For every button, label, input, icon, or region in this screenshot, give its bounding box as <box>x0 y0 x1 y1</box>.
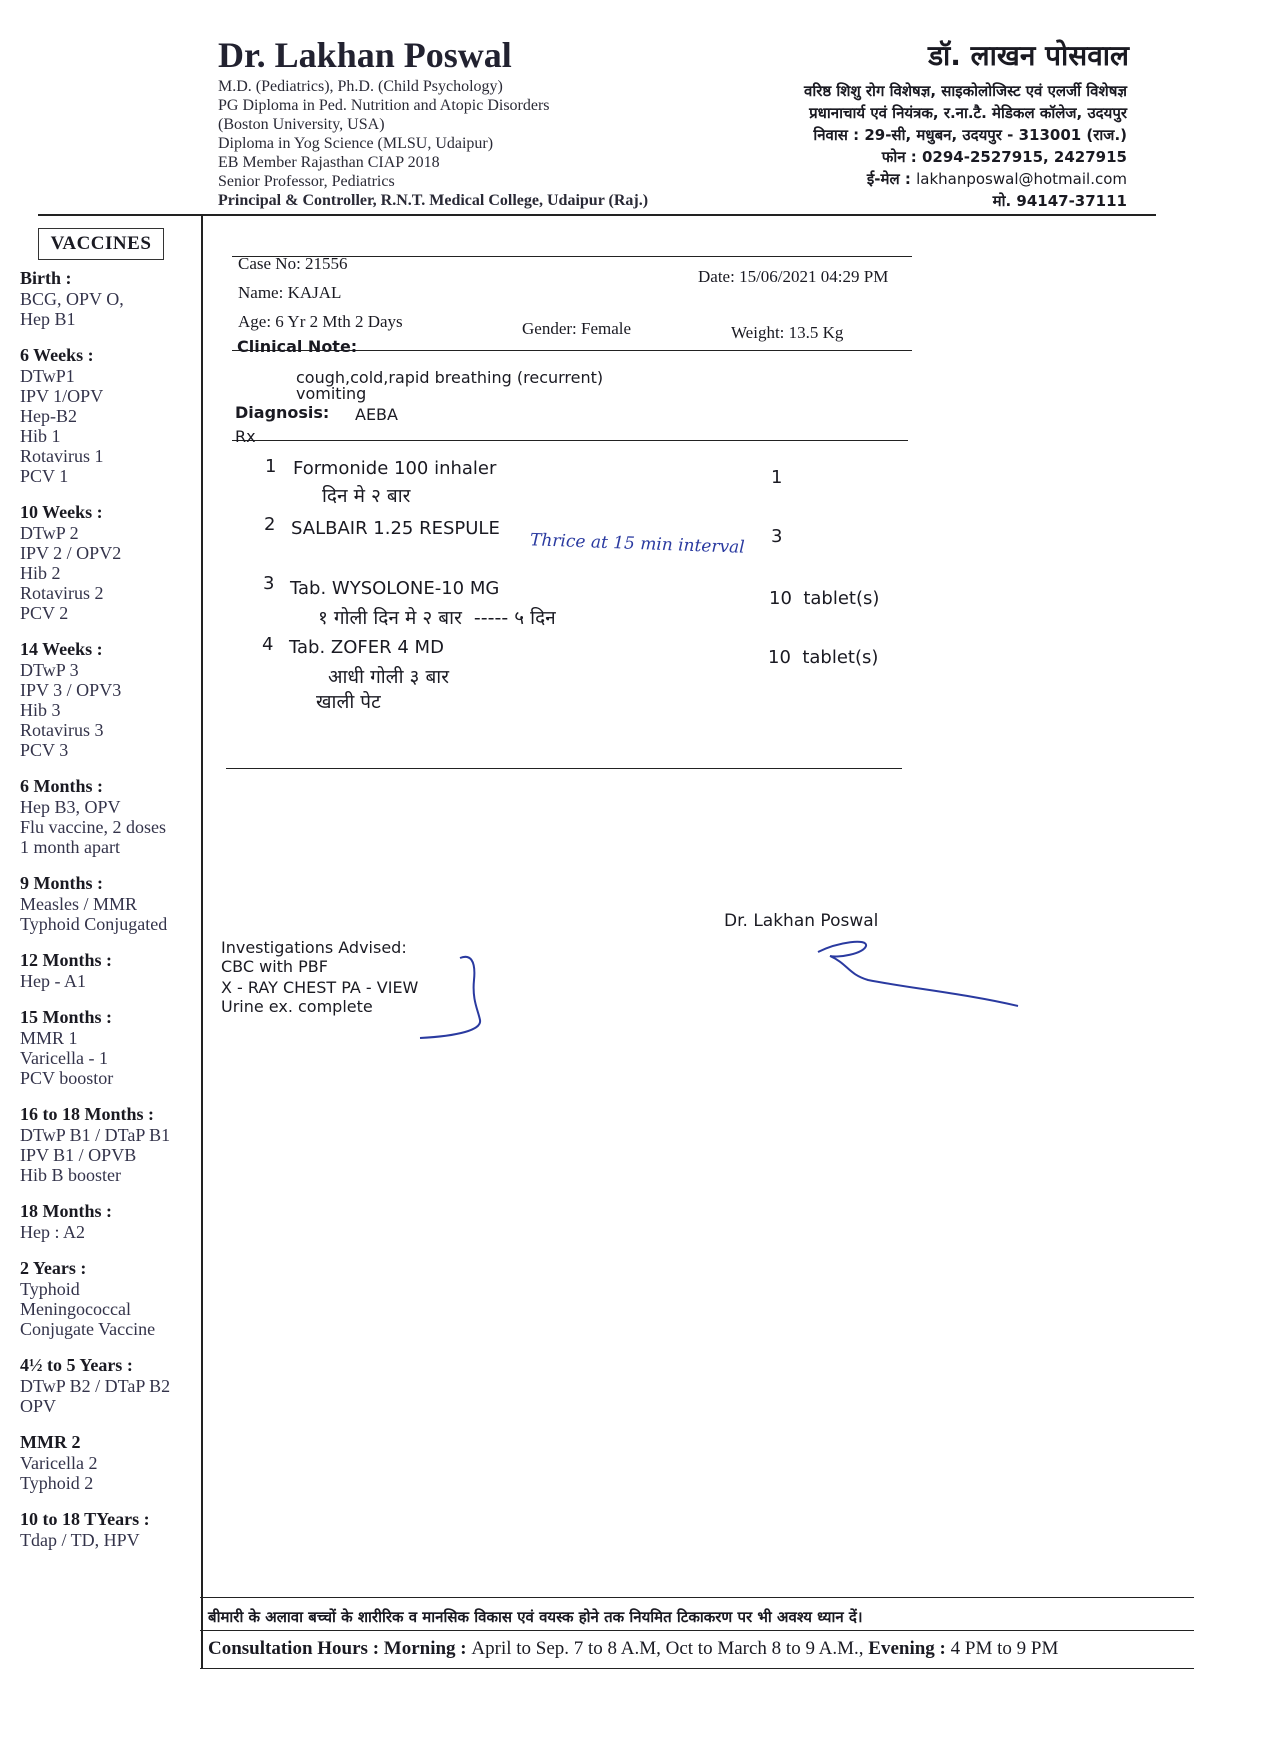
rx-quantity: 10 tablet(s) <box>769 588 880 609</box>
investigation-item: X - RAY CHEST PA - VIEW <box>221 978 419 997</box>
vaccine-group-heading: 6 Weeks : <box>20 345 94 365</box>
hours-label-morning: Consultation Hours : Morning : <box>208 1638 472 1659</box>
vaccine-item: PCV 3 <box>20 740 69 760</box>
diagnosis-value: AEBA <box>355 405 398 424</box>
header-divider <box>38 214 1156 216</box>
vaccine-item: Varicella - 1 <box>20 1048 108 1068</box>
qualifications <box>218 77 648 210</box>
rx-drug-name: SALBAIR 1.25 RESPULE <box>291 518 500 539</box>
vaccine-item: Measles / MMR <box>20 894 137 914</box>
rx-drug-name: Tab. ZOFER 4 MD <box>289 637 444 658</box>
vaccine-item: IPV 1/OPV <box>20 386 104 406</box>
vaccine-group <box>20 873 200 934</box>
qualification-line: PG Diploma in Ped. Nutrition and Atopic Disorders <box>218 97 550 114</box>
vaccine-group-heading: 10 to 18 TYears : <box>20 1509 150 1529</box>
vaccine-group-heading: Birth : <box>20 268 72 288</box>
vaccine-item: Tdap / TD, HPV <box>20 1530 140 1550</box>
rx-instruction: आधी गोली ३ बार <box>328 666 449 688</box>
qualification-line: Diploma in Yog Science (MLSU, Udaipur) <box>218 135 494 152</box>
vaccine-item: DTwP 2 <box>20 523 79 543</box>
signature-name: Dr. Lakhan Poswal <box>724 911 879 931</box>
vaccine-group <box>20 776 200 857</box>
email-address: lakhanposwal@hotmail.com <box>916 170 1127 188</box>
vaccine-item: Typhoid Conjugated <box>20 914 168 934</box>
rx-drug-name: Formonide 100 inhaler <box>293 458 497 479</box>
hours-label-evening: Evening : <box>868 1638 951 1659</box>
vaccine-group-heading: 14 Weeks : <box>20 639 103 659</box>
vaccine-item: 1 month apart <box>20 837 120 857</box>
vaccine-item: Rotavirus 1 <box>20 446 104 466</box>
vaccine-item: Hep B3, OPV <box>20 797 121 817</box>
investigations-label: Investigations Advised: <box>221 938 407 957</box>
vaccine-item: Hep B1 <box>20 309 76 329</box>
vaccine-item: Typhoid 2 <box>20 1473 94 1493</box>
vaccine-group-heading: 12 Months : <box>20 950 113 970</box>
investigation-item: CBC with PBF <box>221 957 328 976</box>
hours-morning: April to Sep. 7 to 8 A.M, Oct to March 8 to 9 A.M., <box>471 1638 869 1659</box>
handwritten-note: Thrice at 15 min interval <box>529 530 746 558</box>
vaccine-item: DTwP B1 / DTaP B1 <box>20 1125 171 1145</box>
email-line <box>804 168 1127 190</box>
vaccine-group <box>20 1355 200 1416</box>
vaccine-item: PCV boostor <box>20 1068 114 1088</box>
vaccine-group <box>20 1007 200 1088</box>
patient-age: Age: 6 Yr 2 Mth 2 Days <box>238 312 403 331</box>
vaccine-item: IPV 3 / OPV3 <box>20 680 122 700</box>
vaccine-item: Rotavirus 3 <box>20 720 104 740</box>
vaccine-item: Hib 1 <box>20 426 61 446</box>
vaccine-item: DTwP B2 / DTaP B2 <box>20 1376 171 1396</box>
clinical-note-line: cough,cold,rapid breathing (recurrent) <box>296 368 604 387</box>
vaccine-group <box>20 345 200 486</box>
visit-date: Date: 15/06/2021 04:29 PM <box>698 267 889 286</box>
vaccine-group <box>20 268 200 329</box>
vaccine-group <box>20 1104 200 1185</box>
vaccine-group-heading: 6 Months : <box>20 776 104 796</box>
patient-gender: Gender: Female <box>522 319 632 338</box>
vaccine-item: Hib B booster <box>20 1165 121 1185</box>
mobile-line: मो. 94147-37111 <box>992 192 1127 210</box>
vaccine-item: Conjugate Vaccine <box>20 1319 156 1339</box>
vaccine-item: Hep-B2 <box>20 406 77 426</box>
hindi-line: निवास : 29-सी, मधुबन, उदयपुर - 313001 (राज.) <box>813 126 1127 144</box>
vaccine-item: PCV 2 <box>20 603 69 623</box>
rx-instruction: खाली पेट <box>316 691 381 713</box>
vaccine-item: MMR 1 <box>20 1028 78 1048</box>
qualification-line: (Boston University, USA) <box>218 116 385 133</box>
vaccine-group-heading: 15 Months : <box>20 1007 113 1027</box>
rx-symbol: Rx <box>235 427 256 446</box>
email-label: ई-मेल : <box>866 170 911 188</box>
rx-quantity: 1 <box>771 467 783 488</box>
vaccine-item: Flu vaccine, 2 doses <box>20 817 166 837</box>
vaccine-item: Rotavirus 2 <box>20 583 104 603</box>
signature-scribble <box>808 930 1028 1010</box>
vaccine-group-heading: 16 to 18 Months : <box>20 1104 154 1124</box>
vaccine-item: DTwP1 <box>20 366 75 386</box>
vaccine-group <box>20 1258 200 1339</box>
vaccine-item: BCG, OPV O, <box>20 289 124 309</box>
investigation-item: Urine ex. complete <box>221 997 373 1016</box>
qualification-line: Senior Professor, Pediatrics <box>218 173 395 190</box>
qualification-line: Principal & Controller, R.N.T. Medical College, Udaipur (Raj.) <box>218 192 649 209</box>
vaccine-group <box>20 1432 200 1493</box>
vaccine-group <box>20 639 200 760</box>
sidebar-divider <box>201 216 203 1668</box>
vaccine-group <box>20 1509 200 1550</box>
rx-item-number: 2 <box>264 514 276 535</box>
rx-instruction: १ गोली दिन मे २ बार ----- ५ दिन <box>318 607 556 629</box>
vaccine-group <box>20 1201 200 1242</box>
vaccines-title: VACCINES <box>38 228 164 260</box>
rx-instruction: दिन मे २ बार <box>322 485 411 507</box>
footer-bottom-rule <box>200 1668 1194 1669</box>
hindi-contact-block <box>804 80 1127 212</box>
vaccine-item: IPV B1 / OPVB <box>20 1145 137 1165</box>
vaccine-group-heading: 10 Weeks : <box>20 502 103 522</box>
clinical-note-label: Clinical Note: <box>237 337 358 356</box>
hindi-line: फोन : 0294-2527915, 2427915 <box>881 148 1127 166</box>
rx-quantity: 3 <box>771 526 783 547</box>
prescription-end-rule <box>226 768 902 769</box>
vaccine-schedule <box>20 268 200 1566</box>
consultation-hours <box>208 1638 1058 1660</box>
diagnosis-rule <box>232 440 908 441</box>
vaccine-item: Typhoid <box>20 1279 80 1299</box>
case-number: Case No: 21556 <box>238 254 348 273</box>
investigations-bracket <box>418 950 498 1040</box>
vaccine-group-heading: 4½ to 5 Years : <box>20 1355 133 1375</box>
rx-drug-name: Tab. WYSOLONE-10 MG <box>290 578 500 599</box>
vaccine-group-heading: 18 Months : <box>20 1201 113 1221</box>
vaccine-item: Hep : A2 <box>20 1222 85 1242</box>
clinical-note-line: vomiting <box>296 384 367 403</box>
vaccine-item: PCV 1 <box>20 466 69 486</box>
vaccine-item: DTwP 3 <box>20 660 79 680</box>
vaccine-group-heading: MMR 2 <box>20 1432 81 1452</box>
vaccine-item: OPV <box>20 1396 57 1416</box>
rx-item-number: 1 <box>265 456 277 477</box>
footer-middle-rule <box>200 1630 1194 1631</box>
footer-hindi-note: बीमारी के अलावा बच्चों के शारीरिक व मानसिक विकास एवं वयस्क होने तक नियमित टिकाकरण पर भी अवश्य ध्यान दें। <box>208 1608 863 1626</box>
diagnosis-label: Diagnosis: <box>235 403 330 422</box>
qualification-line: M.D. (Pediatrics), Ph.D. (Child Psychology) <box>218 78 503 95</box>
patient-name: Name: KAJAL <box>238 283 342 302</box>
rx-quantity: 10 tablet(s) <box>768 647 879 668</box>
rx-item-number: 3 <box>263 573 275 594</box>
vaccine-group <box>20 502 200 623</box>
vaccine-item: Meningococcal <box>20 1299 131 1319</box>
vaccine-item: Hep - A1 <box>20 971 86 991</box>
vaccine-item: IPV 2 / OPV2 <box>20 543 122 563</box>
doctor-name-hindi: डॉ. लाखन पोसवाल <box>928 39 1129 72</box>
patient-weight: Weight: 13.5 Kg <box>731 323 844 342</box>
hours-evening: 4 PM to 9 PM <box>950 1638 1059 1659</box>
vaccine-group-heading: 9 Months : <box>20 873 104 893</box>
vaccine-item: Hib 3 <box>20 700 61 720</box>
rx-item-number: 4 <box>262 634 274 655</box>
hindi-line: प्रधानाचार्य एवं नियंत्रक, र.ना.टै. मेडिकल कॉलेज, उदयपुर <box>809 104 1127 122</box>
vaccine-group-heading: 2 Years : <box>20 1258 87 1278</box>
vaccine-item: Hib 2 <box>20 563 61 583</box>
vaccine-group <box>20 950 200 991</box>
footer-top-rule <box>200 1597 1194 1598</box>
qualification-line: EB Member Rajasthan CIAP 2018 <box>218 154 440 171</box>
doctor-name-english: Dr. Lakhan Poswal <box>218 35 512 75</box>
vaccine-item: Varicella 2 <box>20 1453 98 1473</box>
hindi-line: वरिष्ठ शिशु रोग विशेषज्ञ, साइकोलोजिस्ट एवं एलर्जी विशेषज्ञ <box>804 82 1127 100</box>
